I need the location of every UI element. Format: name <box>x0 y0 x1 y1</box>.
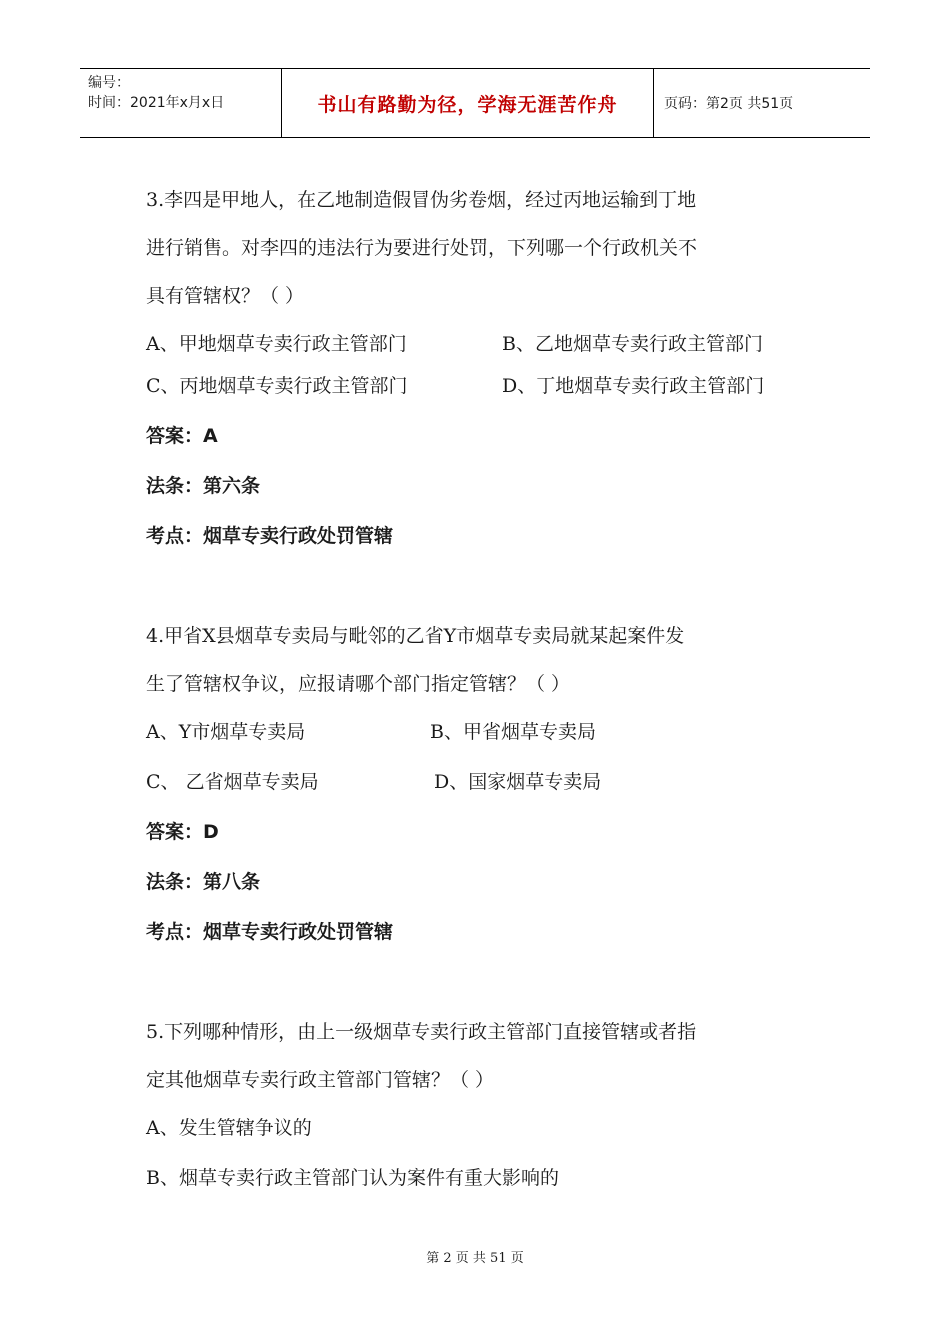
option-c: C、丙地烟草专卖行政主管部门 <box>146 375 408 397</box>
question-text-line: 具有管辖权？（ ） <box>146 285 305 307</box>
question-text-line: 进行销售。对李四的违法行为要进行处罚，下列哪一个行政机关不 <box>146 237 698 259</box>
question-3 <box>146 188 816 574</box>
question-text-line: 生了管辖权争议，应报请哪个部门指定管辖？（ ） <box>146 673 571 695</box>
option-c: C、 乙省烟草专卖局 <box>146 771 319 793</box>
option-a: A、Y市烟草专卖局 <box>146 721 306 743</box>
options-row <box>146 720 816 770</box>
law-label: 法条：第六条 <box>146 475 261 497</box>
option-a: A、发生管辖争议的 <box>146 1117 312 1139</box>
header-motto: 书山有路勤为径，学海无涯苦作舟 <box>282 69 654 137</box>
law-label: 法条：第八条 <box>146 871 261 893</box>
answer-label: 答案：D <box>146 821 219 843</box>
document-date-label: 时间：2021年x月x日 <box>88 95 225 111</box>
page-footer: 第 2 页 共 51 页 <box>426 1251 524 1266</box>
option-b: B、甲省烟草专卖局 <box>430 721 596 743</box>
header-left-cell <box>80 69 282 137</box>
option-b: B、乙地烟草专卖行政主管部门 <box>502 333 763 355</box>
option-a: A、甲地烟草专卖行政主管部门 <box>146 333 407 355</box>
answer-label: 答案：A <box>146 425 218 447</box>
document-body <box>146 188 816 1216</box>
option-d: D、丁地烟草专卖行政主管部门 <box>502 375 765 397</box>
question-text-line: 5.下列哪种情形，由上一级烟草专卖行政主管部门直接管辖或者指 <box>146 1021 697 1043</box>
key-point-label: 考点：烟草专卖行政处罚管辖 <box>146 921 394 943</box>
question-4 <box>146 624 816 970</box>
options-row <box>146 374 816 424</box>
key-point-label: 考点：烟草专卖行政处罚管辖 <box>146 525 394 547</box>
page-header <box>80 68 870 138</box>
question-text-line: 4.甲省X县烟草专卖局与毗邻的乙省Y市烟草专卖局就某起案件发 <box>146 625 685 647</box>
spacer <box>146 970 816 1020</box>
question-5 <box>146 1020 816 1216</box>
document-number-label: 编号： <box>88 75 130 91</box>
question-text-line: 定其他烟草专卖行政主管部门管辖？（ ） <box>146 1069 495 1091</box>
header-page-label: 页码：第2页 共51页 <box>664 96 794 112</box>
option-b: B、烟草专卖行政主管部门认为案件有重大影响的 <box>146 1167 559 1189</box>
question-text-line: 3.李四是甲地人，在乙地制造假冒伪劣卷烟，经过丙地运输到丁地 <box>146 189 697 211</box>
options-row <box>146 332 816 374</box>
options-row <box>146 770 816 820</box>
spacer <box>146 574 816 624</box>
option-d: D、国家烟草专卖局 <box>434 771 602 793</box>
